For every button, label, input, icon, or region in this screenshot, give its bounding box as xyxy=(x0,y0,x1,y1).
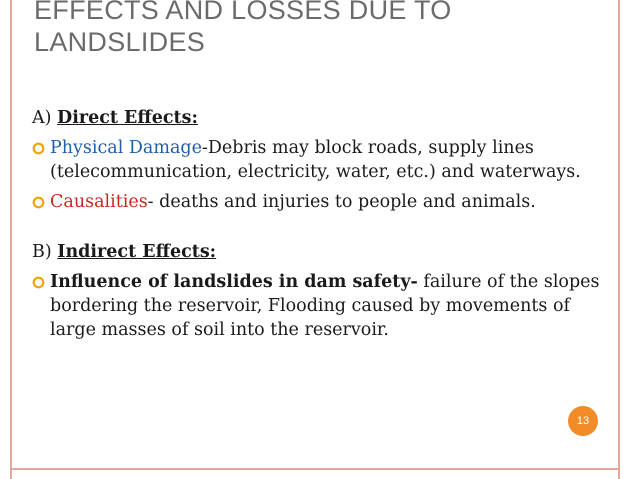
direct-effects-heading xyxy=(32,106,602,130)
frame-right-line xyxy=(618,0,620,479)
dam-safety-text: failure of the slopes bordering the reservoir, Flooding caused by movements of large masses of soil into the reservoir. xyxy=(50,272,600,340)
frame-left-line xyxy=(10,0,12,479)
indirect-prefix: B) xyxy=(32,242,58,262)
bullet-icon xyxy=(32,190,45,209)
indirect-heading-text: Indirect Effects: xyxy=(57,242,217,262)
bullet-physical-damage xyxy=(32,136,602,184)
section-gap xyxy=(32,214,602,240)
slide-title xyxy=(34,0,594,58)
direct-prefix: A) xyxy=(32,108,58,128)
frame-bottom-line xyxy=(10,468,620,470)
slide-body xyxy=(32,106,602,342)
bullet-icon xyxy=(32,136,45,155)
causalities-text: - deaths and injuries to people and animals. xyxy=(147,192,536,212)
bullet-causalities xyxy=(32,190,602,214)
bullet-icon xyxy=(32,270,45,289)
title-line-2: LANDSLIDES xyxy=(34,27,206,57)
physical-damage-label: Physical Damage xyxy=(50,138,202,158)
physical-damage-text: -Debris may block roads, supply lines (telecommunication, electricity, water, etc.) and waterways. xyxy=(50,138,581,182)
title-line-1: EFFECTS AND LOSSES DUE TO xyxy=(34,0,452,25)
dam-safety-label: Influence of landslides in dam safety- xyxy=(50,272,418,292)
page-number-badge: 13 xyxy=(568,406,598,436)
indirect-effects-heading xyxy=(32,240,602,264)
direct-heading-text: Direct Effects: xyxy=(57,108,198,128)
causalities-label: Causalities xyxy=(50,192,148,212)
bullet-dam-safety xyxy=(32,270,602,342)
